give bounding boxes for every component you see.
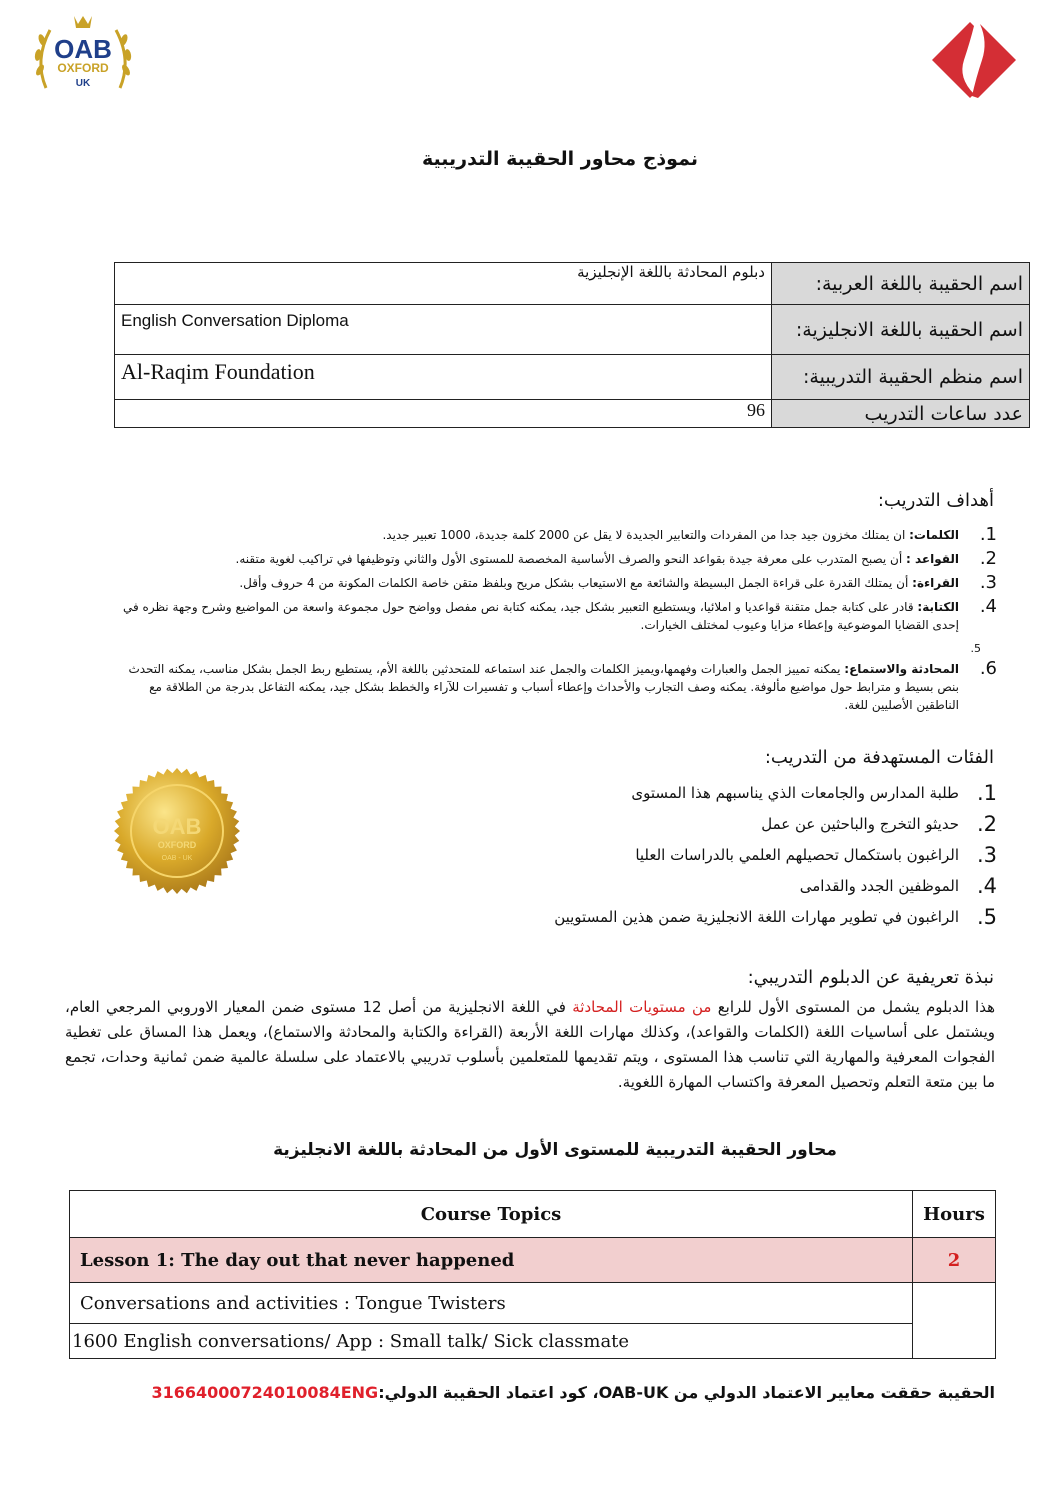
axes-title: محاور الحقيبة التدريبية للمستوى الأول من المحادثة باللغة الانجليزية <box>273 1140 837 1160</box>
topic-row-2: 1600 English conversations/ App : Small talk/ Sick classmate <box>70 1324 913 1359</box>
oab-oxford-logo <box>28 10 138 100</box>
gold-seal-icon <box>112 766 242 896</box>
logo-text-oab: OAB <box>54 34 112 64</box>
bag-info-table <box>114 262 1030 428</box>
seal-text-oab: OAB <box>152 814 202 839</box>
empty-hours-cell <box>913 1283 996 1359</box>
lesson-title: Lesson 1: The day out that never happened <box>70 1238 913 1283</box>
highlight-text: من مستويات المحادثة <box>572 998 712 1016</box>
about-paragraph: هذا الدبلوم يشمل من المستوى الأول للرابع من مستويات المحادثة في اللغة الانجليزية من أصل 12 مستوى ضمن المعيار الاوروبي المرجعي العام، ويشتمل على أساسيات اللغة (الكلمات والقواعد)، وكذلك مهارات اللغة الأربعة (القراءة والكتابة والمحادثة والاستماع)، ويعمل هذا المساق على تغطية الفجوات المعرفية والمهارية التي تناسب هذا المستوى ، ويتم تقديمها للمتعلمين بأسلوب تدريبي بالاعتماد على سلسلة عالمية ضمن ثمانية وحدات، تجمع ما بين متعة التعلم وتحصيل المعرفة واكتساب المهارة اللغوية. <box>65 998 996 1091</box>
list-item: 3. القراءة: أن يمتلك القدرة على قراءة الجمل البسيطة والشائعة مع الاستيعاب بشكل مريح وبلفظ متقن خاصة الكلمات المكونة من 4 حروف وأقل. <box>239 572 997 593</box>
list-item: 3. الراغبون باستكمال تحصيلهم العلمي بالدراسات العليا <box>635 843 997 867</box>
red-diamond-logo-icon <box>928 20 1018 100</box>
about-heading: نبذة تعريفية عن الدبلوم التدريبي: <box>747 967 994 988</box>
english-name-label: اسم الحقيبة باللغة الانجليزية: <box>772 305 1030 355</box>
list-item: 4. الموظفين الجدد والقدامى <box>799 874 997 898</box>
column-header-hours: Hours <box>913 1191 996 1238</box>
arabic-name-value: دبلوم المحادثة باللغة الإنجليزية <box>115 263 772 305</box>
seal-text-uk: OAB - UK <box>161 855 193 862</box>
list-item: 4. الكتابة: قادر على كتابة جمل متقنة قواعديا و املائيا، ويستطيع التعبير بشكل جيد، يمكنه كتابة نص مفصل وواضح حول مجموعة واسعة من المواضيع وشرح وجهة نظره في إحدى القضايا الموضوعية وإعطاء مزايا وعيوب لمختلف الخيارات. <box>122 596 997 632</box>
english-name-value: English Conversation Diploma <box>115 305 772 355</box>
topic-row-1: Conversations and activities : Tongue Twisters <box>70 1283 913 1324</box>
goals-list <box>119 524 997 720</box>
list-item: 6. المحادثة والاستماع: يمكنه تمييز الجمل والعبارات وفهمها،ويميز الكلمات والجمل عند استماعه للمتحدثين باللغة الأم، يستطيع ربط الجمل بشكل مناسب، يمكنه التحدث بنص بسيط و مترابط حول مواضيع مألوفة. يمكنه وصف التجارب والأحداث وإعطاء أسباب و تفسيرات للآراء والخطط بشكل جيد، يمكنه التفاعل بدرجة من الطلاقة مع الناطقين الأصليين للغة. <box>128 658 997 712</box>
list-item: 5. <box>970 642 981 655</box>
table-row <box>70 1324 996 1359</box>
hours-label: عدد ساعات التدريب <box>772 400 1030 428</box>
hours-value: 96 <box>115 400 772 428</box>
list-item: 1. الكلمات: ان يمتلك مخزون جيد جدا من المفردات والتعابير الجديدة لا يقل عن 2000 كلمة جديدة، 1000 تعبير جديد. <box>382 524 997 545</box>
list-item: 2. القواعد : أن يصبح المتدرب على معرفة جيدة بقواعد النحو والصرف الأساسية المخصصة للمستوى الأول والثاني وتوظيفها في تراكيب لغوية متقنه. <box>235 548 997 569</box>
seal-text-oxford: OXFORD <box>157 840 197 850</box>
page-title: نموذج محاور الحقيبة التدريبية <box>422 148 698 170</box>
course-topics-table <box>69 1190 996 1359</box>
column-header-topics: Course Topics <box>70 1191 913 1238</box>
list-item: 2. حديثو التخرج والباحثين عن عمل <box>761 812 997 836</box>
organizer-label: اسم منظم الحقيبة التدريبية: <box>772 355 1030 400</box>
targets-list <box>359 781 997 936</box>
accreditation-code: 31664000724010084ENG <box>151 1383 379 1402</box>
table-row <box>70 1283 996 1324</box>
goals-heading: أهداف التدريب: <box>877 490 994 511</box>
table-row <box>70 1238 996 1283</box>
organizer-value: Al-Raqim Foundation <box>115 355 772 400</box>
logo-text-oxford: OXFORD <box>57 61 109 75</box>
targets-heading: الفئات المستهدفة من التدريب: <box>764 747 994 768</box>
logo-text-uk: UK <box>75 78 91 89</box>
lesson-hours: 2 <box>913 1238 996 1283</box>
arabic-name-label: اسم الحقيبة باللغة العربية: <box>772 263 1030 305</box>
list-item: 1. طلبة المدارس والجامعات الذي يناسبهم هذا المستوى <box>631 781 997 805</box>
accreditation-line: الحقيبة حققت معايير الاعتماد الدولي من OAB-UK، كود اعتماد الحقيبة الدولي:31664000724010084ENG <box>151 1383 995 1402</box>
list-item: 5. الراغبون في تطوير مهارات اللغة الانجليزية ضمن هذين المستويين <box>554 905 997 929</box>
